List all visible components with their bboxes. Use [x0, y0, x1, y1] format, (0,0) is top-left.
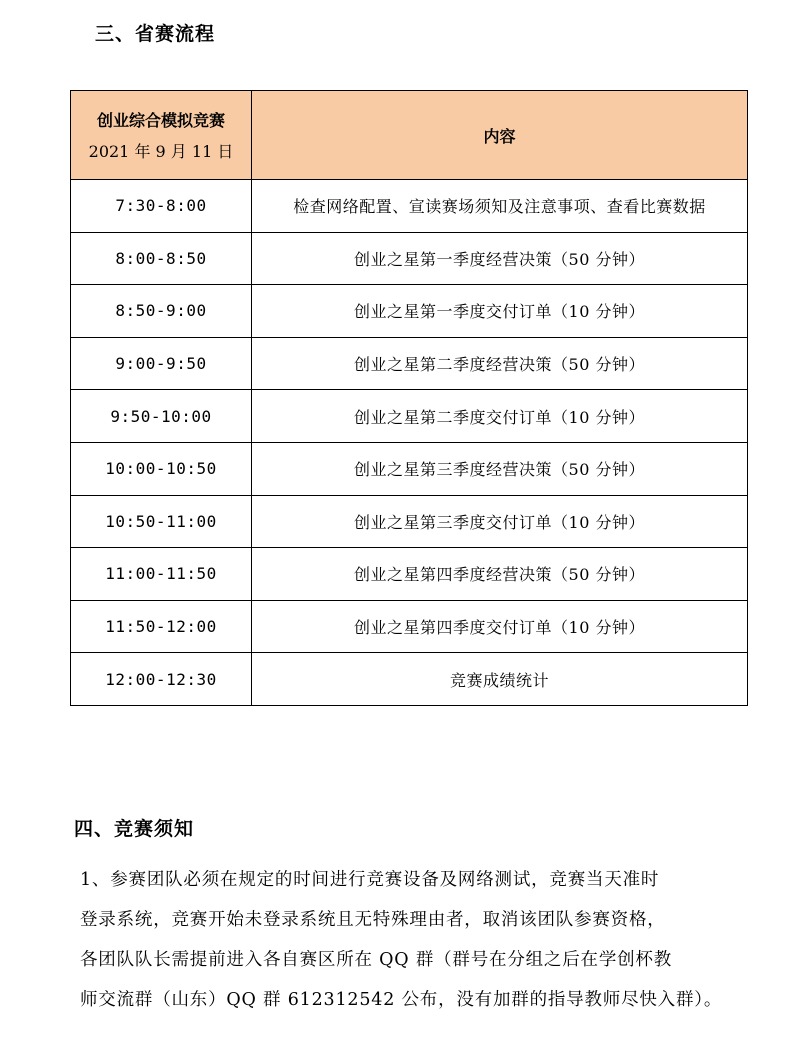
row-content: 创业之星第二季度经营决策（50 分钟） [252, 337, 748, 390]
row-time: 9:00-9:50 [71, 337, 252, 390]
table-row [71, 390, 748, 443]
row-content: 竞赛成绩统计 [252, 653, 748, 706]
row-content: 创业之星第三季度经营决策（50 分钟） [252, 442, 748, 495]
paragraph-line: 师交流群（山东）QQ 群 612312542 公布，没有加群的指导教师尽快入群）。 [80, 990, 723, 1010]
row-content: 检查网络配置、宣读赛场须知及注意事项、查看比赛数据 [252, 180, 748, 233]
table-row [71, 495, 748, 548]
section-3-heading: 三、省赛流程 [95, 23, 216, 45]
row-time: 9:50-10:00 [71, 390, 252, 443]
notice-paragraph [80, 860, 770, 1020]
table-row [71, 180, 748, 233]
table-row [71, 653, 748, 706]
row-time: 11:50-12:00 [71, 600, 252, 653]
row-content: 创业之星第四季度交付订单（10 分钟） [252, 600, 748, 653]
paragraph-line: 各团队队长需提前进入各自赛区所在 QQ 群（群号在分组之后在学创杯教 [80, 950, 673, 970]
row-time: 7:30-8:00 [71, 180, 252, 233]
row-content: 创业之星第三季度交付订单（10 分钟） [252, 495, 748, 548]
row-time: 12:00-12:30 [71, 653, 252, 706]
row-content: 创业之星第一季度交付订单（10 分钟） [252, 285, 748, 338]
row-time: 8:50-9:00 [71, 285, 252, 338]
row-content: 创业之星第二季度交付订单（10 分钟） [252, 390, 748, 443]
paragraph-line: 登录系统，竞赛开始未登录系统且无特殊理由者，取消该团队参赛资格， [80, 910, 666, 930]
section-4-heading: 四、竞赛须知 [74, 818, 195, 840]
table-header-row [71, 91, 748, 180]
schedule-body [71, 180, 748, 706]
table-row [71, 337, 748, 390]
schedule-table [70, 90, 748, 706]
row-time: 10:00-10:50 [71, 442, 252, 495]
table-row [71, 442, 748, 495]
row-content: 创业之星第一季度经营决策（50 分钟） [252, 232, 748, 285]
table-row [71, 232, 748, 285]
row-content: 创业之星第四季度经营决策（50 分钟） [252, 548, 748, 601]
row-time: 10:50-11:00 [71, 495, 252, 548]
paragraph-line: 1、参赛团队必须在规定的时间进行竞赛设备及网络测试，竞赛当天准时 [80, 870, 660, 890]
table-row [71, 600, 748, 653]
header-competition-date [71, 91, 252, 180]
table-row [71, 285, 748, 338]
header-competition-title: 创业综合模拟竞赛 [96, 111, 225, 130]
header-date: 2021 年 9 月 11 日 [88, 142, 234, 161]
header-content: 内容 [252, 91, 748, 180]
row-time: 8:00-8:50 [71, 232, 252, 285]
row-time: 11:00-11:50 [71, 548, 252, 601]
table-row [71, 548, 748, 601]
